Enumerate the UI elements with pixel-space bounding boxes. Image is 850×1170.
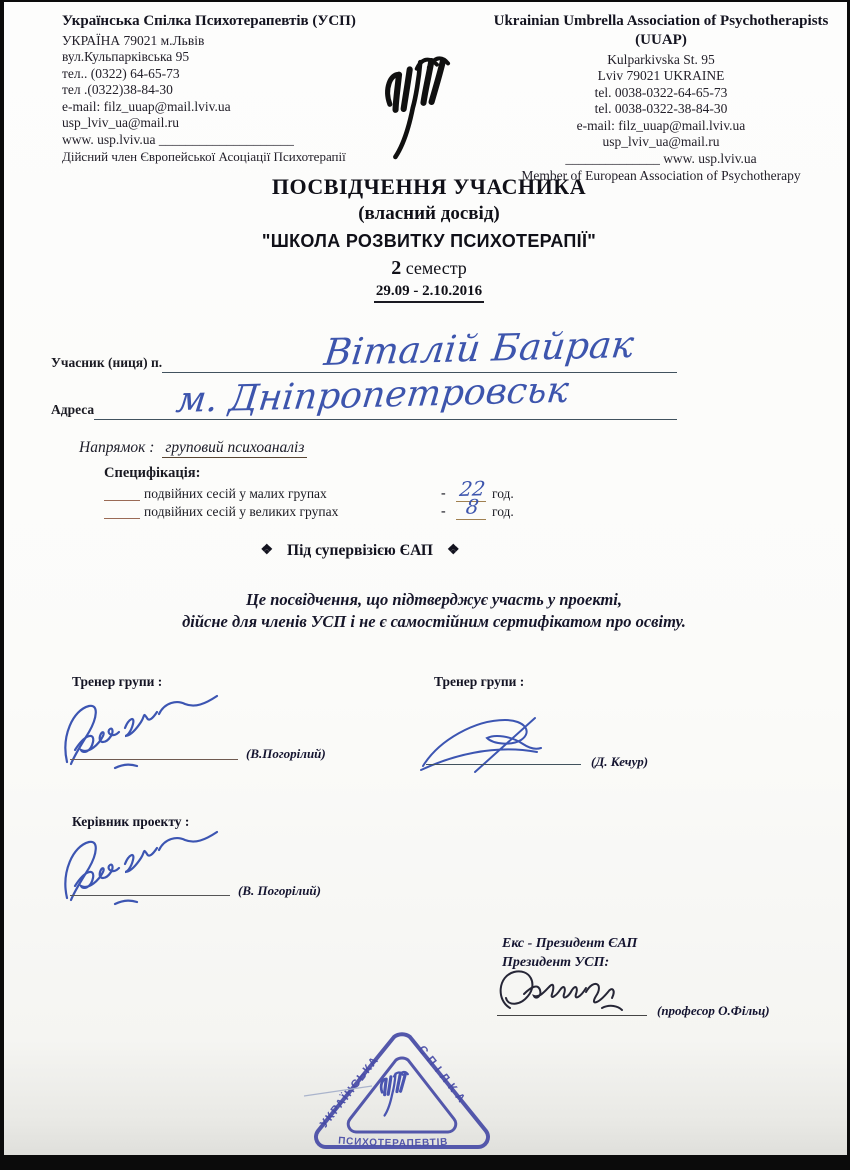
trainer1-signature-line bbox=[70, 759, 238, 760]
trainer2-signature-image bbox=[417, 710, 587, 775]
hours-unit: год. bbox=[492, 504, 514, 519]
project-lead-signature-image bbox=[59, 828, 259, 908]
contact-line: e-mail: filz_uuap@mail.lviv.ua bbox=[576, 117, 746, 133]
trainer2-name: (Д. Кечур) bbox=[591, 754, 649, 769]
direction-label: Напрямок : bbox=[79, 439, 155, 456]
contact-line: Lviv 79021 UKRAINE bbox=[597, 68, 725, 83]
direction-value: груповий психоаналіз bbox=[162, 439, 307, 458]
header-left bbox=[62, 12, 374, 165]
president-signature-image bbox=[490, 962, 640, 1022]
supervision-line bbox=[4, 542, 716, 560]
participant-row bbox=[51, 322, 677, 374]
org-title-en: Ukrainian Umbrella Association of Psychotherapists (UUAP) bbox=[493, 13, 829, 48]
project-lead-name: (В. Погорілий) bbox=[238, 883, 321, 898]
title-block bbox=[4, 174, 850, 303]
svg-text:СПІЛКА bbox=[416, 1044, 470, 1109]
org-contacts-ua bbox=[62, 33, 374, 149]
semester-word: семестр bbox=[401, 258, 467, 278]
diamond-ornament-icon: ❖ bbox=[260, 543, 274, 558]
triangular-stamp-seal bbox=[296, 1010, 508, 1165]
stray-pen-line bbox=[304, 1086, 372, 1096]
website-text: www. usp.lviv.ua bbox=[659, 150, 757, 166]
semester-number: 2 bbox=[391, 257, 402, 279]
direction-row bbox=[79, 439, 307, 457]
contact-line: УКРАЇНА 79021 м.Львів bbox=[62, 32, 205, 48]
blank-rule: ____________________ bbox=[158, 131, 294, 147]
supervision-text: Під супервізією ЄАП bbox=[287, 542, 433, 559]
contact-line: вул.Кульпарківська 95 bbox=[62, 49, 190, 65]
svg-text:ПСИХОТЕРАПЕВТІВ bbox=[338, 1136, 449, 1149]
semester-line bbox=[4, 257, 850, 280]
contact-line: tel. 0038-0322-64-65-73 bbox=[594, 84, 728, 100]
stamp-svg bbox=[296, 1010, 508, 1165]
hours-handwritten-value: 22 bbox=[458, 476, 487, 501]
validity-statement bbox=[89, 589, 779, 633]
specification-title: Специфікація: bbox=[104, 465, 201, 481]
spec-dash: - bbox=[441, 486, 446, 501]
trainer2-signature-line bbox=[426, 764, 581, 765]
statement-line: Це посвідчення, що підтверджує участь у проекті, bbox=[245, 590, 623, 609]
president-name: (професор О.Фільц) bbox=[657, 1003, 770, 1018]
blank-rule: ______________ bbox=[565, 150, 660, 166]
project-lead-label: Керівник проекту : bbox=[72, 814, 190, 829]
contact-line: Kulparkivska St. 95 bbox=[607, 51, 715, 67]
president-label-line: Президент УСП: bbox=[502, 955, 610, 970]
usp-logo-icon bbox=[376, 42, 488, 170]
contact-line: usp_lviv_ua@mail.ru bbox=[602, 134, 720, 149]
blank-line bbox=[104, 518, 140, 519]
spec-dash: - bbox=[441, 504, 446, 519]
stamp-text-bottom: ПСИХОТЕРАПЕВТІВ bbox=[337, 1135, 449, 1150]
trainer2-label: Тренер групи : bbox=[434, 674, 525, 689]
participant-label: Учасник (ниця) п. bbox=[51, 355, 163, 370]
president-signature-line bbox=[497, 1015, 647, 1016]
blank-line bbox=[104, 500, 140, 501]
participant-line bbox=[162, 322, 677, 374]
certificate-page bbox=[4, 2, 847, 1155]
program-name: "ШКОЛА РОЗВИТКУ ПСИХОТЕРАПІЇ" bbox=[261, 231, 597, 251]
address-row bbox=[51, 369, 677, 421]
certificate-title: ПОСВІДЧЕННЯ УЧАСНИКА bbox=[271, 174, 587, 199]
contact-line: tel. 0038-0322-38-84-30 bbox=[594, 101, 728, 116]
president-label-line: Екс - Президент ЄАП bbox=[502, 936, 638, 951]
participant-handwritten-name: Віталій Байрак bbox=[322, 322, 637, 374]
header-right bbox=[480, 12, 842, 184]
contact-line: e-mail: filz_uuap@mail.lviv.ua bbox=[62, 98, 231, 114]
address-handwritten-value: м. Дніпропетровськ bbox=[174, 369, 571, 421]
hours-unit: год. bbox=[492, 486, 514, 501]
hours-handwritten-value: 8 bbox=[464, 494, 481, 519]
hours-blank-line bbox=[456, 519, 486, 520]
contact-line: тел .(0322)38-84-30 bbox=[62, 82, 173, 98]
trainer1-name: (В.Погорілий) bbox=[246, 746, 326, 761]
project-lead-signature-line bbox=[70, 895, 230, 896]
specification-item-small-groups bbox=[4, 476, 850, 504]
date-range: 29.09 - 2.10.2016 bbox=[374, 283, 484, 303]
trainer1-label: Тренер групи : bbox=[72, 674, 163, 689]
membership-line-ua: Дійсний член Європейської Асоціації Психотерапії bbox=[62, 149, 346, 165]
contact-line: usp_lviv_ua@mail.ru bbox=[62, 115, 180, 131]
stamp-text-left: УКРАЇНСЬКА bbox=[318, 1053, 382, 1131]
website-line bbox=[62, 132, 374, 149]
usp-logo-svg bbox=[376, 42, 488, 170]
certificate-subtitle: (власний досвід) bbox=[358, 203, 500, 224]
org-contacts-en bbox=[480, 52, 842, 168]
spec-item-label: подвійних сесій у малих групах bbox=[144, 486, 327, 501]
contact-line: тел.. (0322) 64-65-73 bbox=[62, 65, 180, 81]
address-label: Адреса bbox=[51, 402, 95, 417]
address-line bbox=[94, 369, 677, 421]
stamp-center-usp-monogram-icon bbox=[380, 1072, 412, 1116]
trainer1-signature-image bbox=[59, 692, 259, 772]
statement-line: дійсне для членів УСП і не є самостійним сертифікатом про освіту. bbox=[182, 612, 686, 631]
stamp-text-right: СПІЛКА bbox=[415, 1043, 471, 1109]
membership-line-en: Member of European Association of Psychotherapy bbox=[521, 168, 801, 183]
specification-item-large-groups bbox=[4, 494, 850, 522]
website-text: www. usp.lviv.ua bbox=[62, 131, 156, 147]
website-line bbox=[480, 151, 842, 168]
org-title-ua: Українська Спілка Психотерапевтів (УСП) bbox=[62, 13, 356, 29]
diamond-ornament-icon: ❖ bbox=[446, 543, 460, 558]
spec-item-label: подвійних сесій у великих групах bbox=[144, 504, 339, 519]
